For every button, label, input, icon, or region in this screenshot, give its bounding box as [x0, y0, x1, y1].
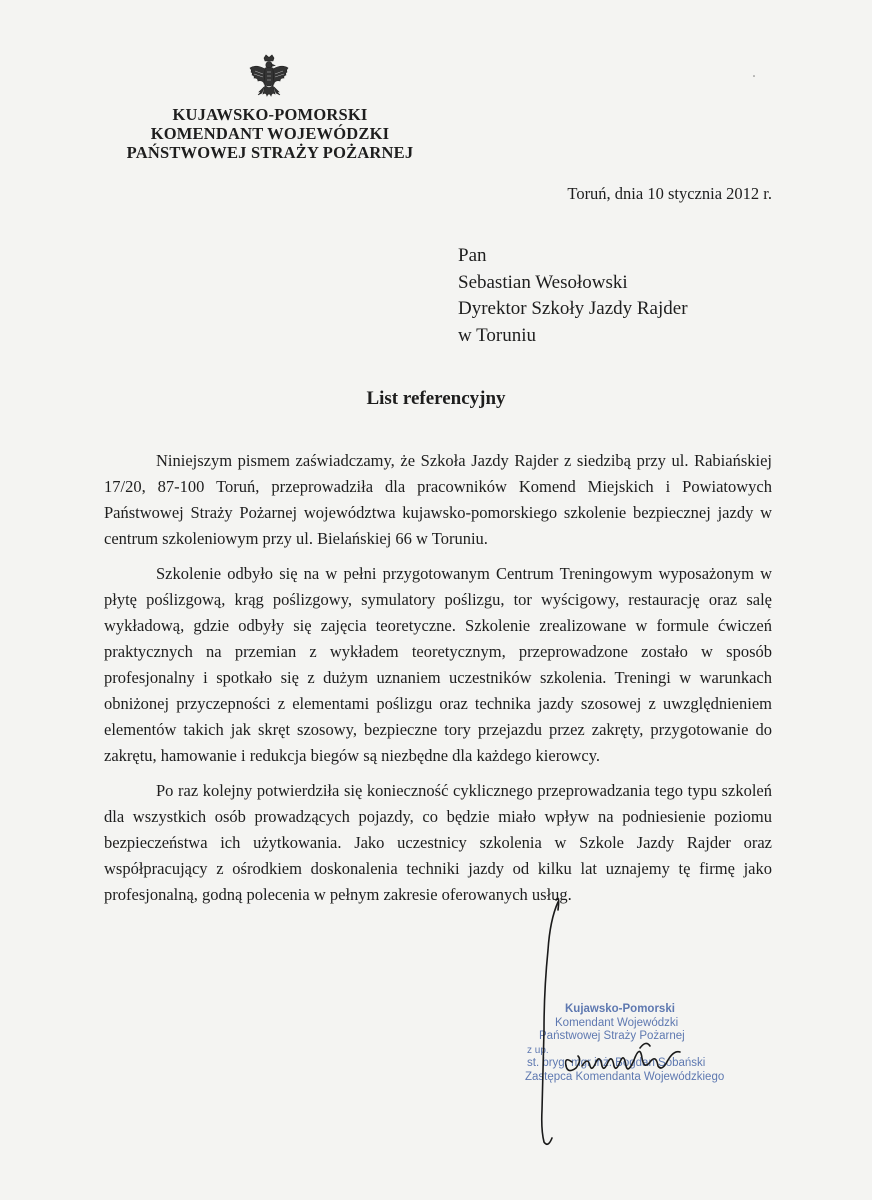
- addressee-city: w Toruniu: [458, 324, 537, 346]
- issuer-line-1: KUJAWSKO-POMORSKI: [172, 105, 368, 124]
- issuer-heading: [120, 105, 420, 162]
- stamp-line-6: Zastępca Komendanta Wojewódzkiego: [525, 1070, 725, 1083]
- stamp-line-3: Państwowej Straży Pożarnej: [539, 1030, 685, 1042]
- addressee-position: Dyrektor Szkoły Jazdy Rajder: [458, 298, 688, 319]
- handwritten-signature-icon: [530, 880, 710, 1150]
- letter-title: List referencyjny: [366, 388, 506, 409]
- issuer-line-3: PAŃSTWOWEJ STRAŻY POŻARNEJ: [126, 143, 414, 162]
- stamp-line-2: Komendant Wojewódzki: [555, 1016, 679, 1029]
- addressee-salutation: Pan: [458, 245, 487, 266]
- body-paragraph-3: Po raz kolejny potwierdziła się konieczność cyklicznego przeprowadzania tego typu szkoleń dla wszystkich osób prowadzących pojazdy, co będzie miało wpływ na podniesienie poziomu bezpieczeństwa ich użytkowania. Jako uczestnicy szkolenia w Szkole Jazdy Rajder oraz współpracujący z ośrodkiem doskonalenia techniki jazdy od kilku lat uznajemy tę firmę jako profesjonalną, godną polecenia w pełnym zakresie oferowanych usług.: [104, 781, 772, 904]
- stamp-line-5: st. bryg. mgr inż. Bogdan Sobański: [527, 1057, 706, 1069]
- issuer-line-2: KOMENDANT WOJEWÓDZKI: [150, 124, 390, 143]
- body-paragraph-2: Szkolenie odbyło się na w pełni przygotowanym Centrum Treningowym wyposażonym w płytę poślizgową, krąg poślizgowy, symulatory poślizgu, tor wyścigowy, restaurację oraz salę wykładową, gdzie odbyły się zajęcia teoretyczne. Szkolenie zrealizowane w formule ćwiczeń praktycznych na przemian z wykładem teoretycznym, przeprowadzone zostało w sposób profesjonalny i spotkało się z dużym uznaniem uczestników szkolenia. Treningi w warunkach obniżonej przyczepności z elementami poślizgu oraz technika jazdy szosowej z uwzględnieniem elementów takich jak skręt szosowy, bezpieczne tory przejazdu przez zakręty, przygotowanie do zakrętu, hamowanie i redukcja biegów są niezbędne dla każdego kierowcy.: [104, 564, 772, 765]
- body-paragraph-1: Niniejszym pismem zaświadczamy, że Szkoła Jazdy Rajder z siedzibą przy ul. Rabiańskiej 17/20, 87-100 Toruń, przeprowadziła dla pracowników Komend Miejskich i Powiatowych Państwowej Straży Pożarnej województwa kujawsko-pomorskiego szkolenie bezpiecznej jazdy w centrum szkoleniowym przy ul. Bielańskiej 66 w Toruniu.: [104, 451, 772, 548]
- addressee-name: Sebastian Wesołowski: [458, 271, 628, 293]
- stamp-line-1: Kujawsko-Pomorski: [565, 1003, 675, 1015]
- polish-eagle-emblem-icon: [248, 54, 290, 104]
- stamp-line-4: z up.: [527, 1044, 549, 1056]
- letter-body: [104, 448, 772, 917]
- scan-speck-icon: [752, 74, 756, 78]
- date-line: Toruń, dnia 10 stycznia 2012 r.: [567, 184, 772, 203]
- addressee-block: [458, 243, 688, 349]
